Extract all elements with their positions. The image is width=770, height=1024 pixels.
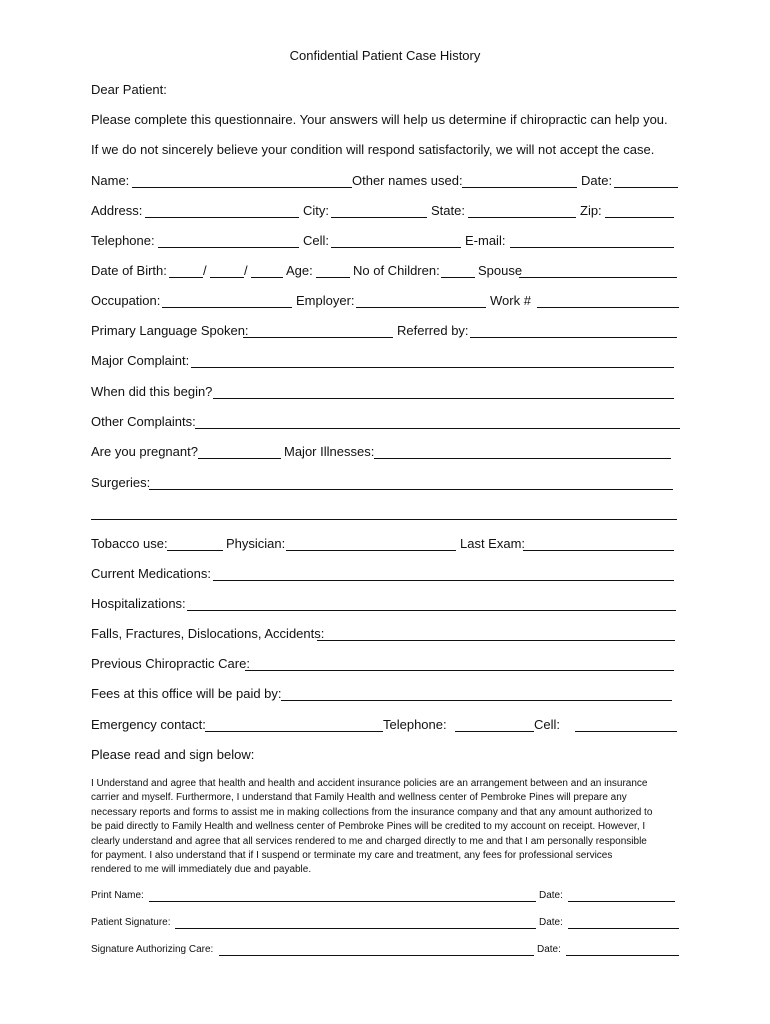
tobacco-field[interactable] xyxy=(167,550,223,551)
telephone-label: Telephone: xyxy=(91,233,155,248)
cell-label: Cell: xyxy=(303,233,330,248)
surgeries-label: Surgeries: xyxy=(91,475,151,490)
email-field[interactable] xyxy=(510,247,674,248)
em-telephone-field[interactable] xyxy=(455,731,534,732)
began-label: When did this begin? xyxy=(91,384,213,399)
employer-field[interactable] xyxy=(356,307,486,308)
row-language xyxy=(91,323,680,341)
intro-line-2: If we do not sincerely believe your condition will respond satisfactorily, we will not accept the case. xyxy=(91,142,655,157)
fees-label: Fees at this office will be paid by: xyxy=(91,686,282,701)
intro-line-1: Please complete this questionnaire. Your answers will help us determine if chiropractic can help you. xyxy=(91,112,668,127)
print-name-field[interactable] xyxy=(149,901,536,902)
surgeries-field[interactable] xyxy=(149,489,673,490)
state-label: State: xyxy=(431,203,465,218)
row-print-name xyxy=(91,890,680,904)
employer-label: Employer: xyxy=(296,293,355,308)
row-tobacco xyxy=(91,536,680,554)
previous-chiro-label: Previous Chiropractic Care: xyxy=(91,656,250,671)
patient-date-field[interactable] xyxy=(568,928,679,929)
row-occupation xyxy=(91,293,680,311)
medications-label: Current Medications: xyxy=(91,566,211,581)
dob-year-field[interactable] xyxy=(251,277,283,278)
row-authorizing-signature xyxy=(91,944,680,958)
previous-chiro-field[interactable] xyxy=(245,670,674,671)
surgeries-extra-field[interactable] xyxy=(91,519,677,520)
em-cell-label: Cell: xyxy=(534,717,561,732)
row-surgeries-extra xyxy=(91,505,680,523)
dob-slash-1: / xyxy=(203,263,207,278)
language-label: Primary Language Spoken: xyxy=(91,323,249,338)
row-other-complaints xyxy=(91,414,680,432)
spouse-label: Spouse xyxy=(478,263,523,278)
dob-slash-2: / xyxy=(244,263,248,278)
form-title: Confidential Patient Case History xyxy=(289,48,481,63)
row-previous-chiro xyxy=(91,656,680,674)
name-field[interactable] xyxy=(132,187,352,188)
age-label: Age: xyxy=(286,263,313,278)
spouse-field[interactable] xyxy=(519,277,677,278)
age-field[interactable] xyxy=(316,277,350,278)
row-patient-signature xyxy=(91,917,680,931)
telephone-field[interactable] xyxy=(158,247,299,248)
work-field[interactable] xyxy=(537,307,679,308)
authorizing-date-field[interactable] xyxy=(566,955,679,956)
legal-line: clearly understand and agree that all services rendered to me and charged directly to me and that I am personally responsible xyxy=(91,835,647,847)
tobacco-label: Tobacco use: xyxy=(91,536,168,551)
dob-label: Date of Birth: xyxy=(91,263,167,278)
physician-label: Physician: xyxy=(226,536,286,551)
address-field[interactable] xyxy=(145,217,299,218)
legal-paragraph xyxy=(91,777,681,878)
sign-prompt: Please read and sign below: xyxy=(91,747,255,762)
legal-line: for payment. I also understand that if I suspend or terminate my care and treatment, any fees for professional services xyxy=(91,850,613,862)
referred-field[interactable] xyxy=(470,337,677,338)
other-names-label: Other names used: xyxy=(352,173,463,188)
major-complaint-field[interactable] xyxy=(191,367,674,368)
major-illnesses-field[interactable] xyxy=(374,458,671,459)
language-field[interactable] xyxy=(243,337,393,338)
pregnant-field[interactable] xyxy=(198,458,281,459)
print-date-label: Date: xyxy=(539,890,563,901)
row-pregnant xyxy=(91,444,680,462)
row-dob xyxy=(91,263,680,281)
physician-field[interactable] xyxy=(286,550,456,551)
name-label: Name: xyxy=(91,173,130,188)
authorizing-label: Signature Authorizing Care: xyxy=(91,944,214,955)
legal-line: I Understand and agree that health and health and accident insurance policies are an arrangement between and an insurance xyxy=(91,778,648,789)
print-date-field[interactable] xyxy=(568,901,675,902)
print-name-label: Print Name: xyxy=(91,890,144,901)
zip-label: Zip: xyxy=(580,203,602,218)
row-falls xyxy=(91,626,680,644)
em-cell-field[interactable] xyxy=(575,731,677,732)
legal-line: rendered to me will immediately due and payable. xyxy=(91,864,312,876)
date-field[interactable] xyxy=(614,187,678,188)
row-name xyxy=(91,173,680,191)
state-field[interactable] xyxy=(468,217,576,218)
legal-line: be paid directly to Family Health and wellness center of Pembroke Pines will be credited to my account on receipt. However, I xyxy=(91,821,646,833)
legal-line: necessary reports and forms to assist me in making collections from the insurance company and that any amount authorized to xyxy=(91,806,653,818)
major-illnesses-label: Major Illnesses: xyxy=(284,444,375,459)
falls-label: Falls, Fractures, Dislocations, Accidents: xyxy=(91,626,325,641)
date-label: Date: xyxy=(581,173,613,188)
pregnant-label: Are you pregnant? xyxy=(91,444,198,459)
patient-date-label: Date: xyxy=(539,917,563,928)
city-label: City: xyxy=(303,203,329,218)
greeting: Dear Patient: xyxy=(91,82,167,97)
address-label: Address: xyxy=(91,203,143,218)
hospitalizations-label: Hospitalizations: xyxy=(91,596,186,611)
row-hospitalizations xyxy=(91,596,680,614)
began-field[interactable] xyxy=(213,398,674,399)
referred-label: Referred by: xyxy=(397,323,469,338)
occupation-label: Occupation: xyxy=(91,293,161,308)
row-major-complaint xyxy=(91,353,680,371)
authorizing-date-label: Date: xyxy=(537,944,561,955)
fees-field[interactable] xyxy=(281,700,672,701)
row-began xyxy=(91,384,680,402)
medications-field[interactable] xyxy=(213,580,674,581)
authorizing-field[interactable] xyxy=(219,955,534,956)
occupation-field[interactable] xyxy=(162,307,292,308)
hospitalizations-field[interactable] xyxy=(187,610,676,611)
row-emergency xyxy=(91,717,680,735)
other-names-field[interactable] xyxy=(462,187,577,188)
row-surgeries xyxy=(91,475,680,493)
city-field[interactable] xyxy=(331,217,427,218)
patient-signature-label: Patient Signature: xyxy=(91,917,171,928)
last-exam-field[interactable] xyxy=(523,550,674,551)
emergency-field[interactable] xyxy=(205,731,383,732)
last-exam-label: Last Exam: xyxy=(460,536,526,551)
major-complaint-label: Major Complaint: xyxy=(91,353,190,368)
email-label: E-mail: xyxy=(465,233,506,248)
row-medications xyxy=(91,566,680,584)
legal-line: carrier and myself. Furthermore, I understand that Family Health and wellness center of Pembroke Pines will prepare any xyxy=(91,792,627,804)
dob-day-field[interactable] xyxy=(210,277,244,278)
dob-month-field[interactable] xyxy=(169,277,203,278)
patient-signature-field[interactable] xyxy=(175,928,536,929)
other-complaints-field[interactable] xyxy=(195,428,680,429)
em-telephone-label: Telephone: xyxy=(383,717,447,732)
row-telephone xyxy=(91,233,680,251)
other-complaints-label: Other Complaints: xyxy=(91,414,196,429)
cell-field[interactable] xyxy=(331,247,461,248)
falls-field[interactable] xyxy=(317,640,675,641)
zip-field[interactable] xyxy=(605,217,674,218)
work-label: Work # xyxy=(490,293,531,308)
row-fees xyxy=(91,686,680,704)
children-field[interactable] xyxy=(441,277,475,278)
emergency-label: Emergency contact: xyxy=(91,717,206,732)
row-address xyxy=(91,203,680,221)
children-label: No of Children: xyxy=(353,263,440,278)
